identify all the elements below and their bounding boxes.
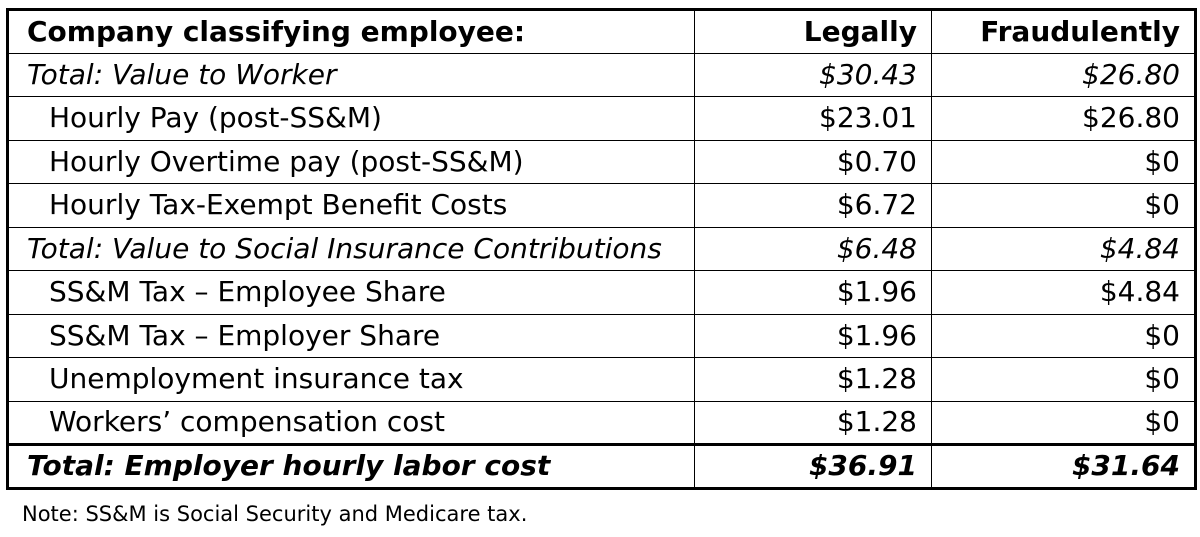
row-legally: $1.28 — [695, 401, 932, 445]
row-label: Total: Value to Worker — [8, 53, 695, 97]
table-row — [8, 271, 1196, 315]
row-fraudulently: $0 — [932, 314, 1196, 358]
grand-total-row — [8, 445, 1196, 489]
row-legally: $36.91 — [695, 445, 932, 489]
row-legally: $0.70 — [695, 140, 932, 184]
row-label: SS&M Tax – Employer Share — [8, 314, 695, 358]
labor-cost-table — [6, 8, 1197, 490]
row-fraudulently: $0 — [932, 184, 1196, 228]
row-legally: $6.48 — [695, 227, 932, 271]
row-fraudulently: $4.84 — [932, 271, 1196, 315]
row-legally: $23.01 — [695, 97, 932, 141]
table-row — [8, 227, 1196, 271]
row-label: Hourly Pay (post-SS&M) — [8, 97, 695, 141]
row-legally: $30.43 — [695, 53, 932, 97]
header-fraudulently: Fraudulently — [932, 10, 1196, 54]
row-label: Workers’ compensation cost — [8, 401, 695, 445]
row-label: Hourly Overtime pay (post-SS&M) — [8, 140, 695, 184]
row-legally: $6.72 — [695, 184, 932, 228]
row-fraudulently: $4.84 — [932, 227, 1196, 271]
row-legally: $1.96 — [695, 271, 932, 315]
table-row — [8, 53, 1196, 97]
table-note: Note: SS&M is Social Security and Medicare tax. — [22, 502, 528, 526]
row-fraudulently: $0 — [932, 401, 1196, 445]
row-label: Total: Value to Social Insurance Contributions — [8, 227, 695, 271]
table-row — [8, 97, 1196, 141]
table-row — [8, 314, 1196, 358]
table-row — [8, 140, 1196, 184]
row-label: Total: Employer hourly labor cost — [8, 445, 695, 489]
row-label: SS&M Tax – Employee Share — [8, 271, 695, 315]
table-row — [8, 358, 1196, 402]
row-fraudulently: $26.80 — [932, 53, 1196, 97]
row-fraudulently: $26.80 — [932, 97, 1196, 141]
row-label: Unemployment insurance tax — [8, 358, 695, 402]
table-header-row — [8, 10, 1196, 54]
table-row — [8, 401, 1196, 445]
row-legally: $1.28 — [695, 358, 932, 402]
row-legally: $1.96 — [695, 314, 932, 358]
row-fraudulently: $0 — [932, 140, 1196, 184]
row-fraudulently: $31.64 — [932, 445, 1196, 489]
row-label: Hourly Tax-Exempt Benefit Costs — [8, 184, 695, 228]
row-fraudulently: $0 — [932, 358, 1196, 402]
table-row — [8, 184, 1196, 228]
header-label: Company classifying employee: — [8, 10, 695, 54]
header-legally: Legally — [695, 10, 932, 54]
